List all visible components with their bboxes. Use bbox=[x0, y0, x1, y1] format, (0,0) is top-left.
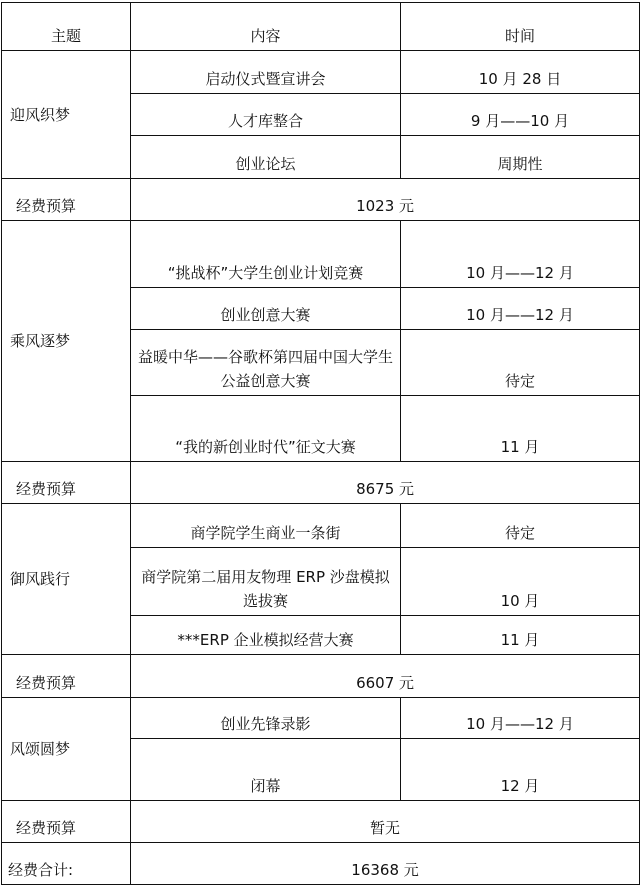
time-cell: 9 月——10 月 bbox=[401, 94, 640, 136]
content-cell: 商学院学生商业一条街 bbox=[131, 504, 401, 548]
header-row bbox=[2, 3, 640, 51]
time-cell: 10 月 bbox=[401, 548, 640, 616]
budget-row bbox=[2, 179, 640, 221]
content-cell: 创业论坛 bbox=[131, 136, 401, 179]
activity-budget-table bbox=[1, 2, 640, 885]
budget-value: 8675 元 bbox=[131, 462, 640, 504]
budget-value: 暂无 bbox=[131, 801, 640, 843]
content-cell: 益暖中华——谷歌杯第四届中国大学生公益创意大赛 bbox=[131, 330, 401, 396]
budget-row bbox=[2, 462, 640, 504]
content-cell: “挑战杯”大学生创业计划竞赛 bbox=[131, 221, 401, 288]
total-row bbox=[2, 843, 640, 885]
table-row bbox=[2, 698, 640, 739]
time-cell: 待定 bbox=[401, 504, 640, 548]
budget-row bbox=[2, 655, 640, 698]
budget-label: 经费预算 bbox=[2, 179, 131, 221]
total-label: 经费合计: bbox=[2, 843, 131, 885]
header-theme: 主题 bbox=[2, 3, 131, 51]
content-cell: ***ERP 企业模拟经营大赛 bbox=[131, 616, 401, 655]
theme-cell: 御风践行 bbox=[2, 504, 131, 655]
budget-value: 6607 元 bbox=[131, 655, 640, 698]
time-cell: 周期性 bbox=[401, 136, 640, 179]
budget-label: 经费预算 bbox=[2, 655, 131, 698]
theme-cell: 迎风织梦 bbox=[2, 51, 131, 179]
time-cell: 12 月 bbox=[401, 739, 640, 801]
time-cell: 10 月——12 月 bbox=[401, 288, 640, 330]
header-time: 时间 bbox=[401, 3, 640, 51]
time-cell: 10 月——12 月 bbox=[401, 221, 640, 288]
budget-value: 1023 元 bbox=[131, 179, 640, 221]
total-value: 16368 元 bbox=[131, 843, 640, 885]
time-cell: 10 月——12 月 bbox=[401, 698, 640, 739]
theme-cell: 乘风逐梦 bbox=[2, 221, 131, 462]
content-cell: 创业创意大赛 bbox=[131, 288, 401, 330]
time-cell: 11 月 bbox=[401, 396, 640, 462]
content-cell: “我的新创业时代”征文大赛 bbox=[131, 396, 401, 462]
content-cell: 人才库整合 bbox=[131, 94, 401, 136]
budget-row bbox=[2, 801, 640, 843]
budget-label: 经费预算 bbox=[2, 462, 131, 504]
time-cell: 11 月 bbox=[401, 616, 640, 655]
content-cell: 商学院第二届用友物理 ERP 沙盘模拟选拔赛 bbox=[131, 548, 401, 616]
time-cell: 10 月 28 日 bbox=[401, 51, 640, 94]
time-cell: 待定 bbox=[401, 330, 640, 396]
content-cell: 创业先锋录影 bbox=[131, 698, 401, 739]
budget-label: 经费预算 bbox=[2, 801, 131, 843]
content-cell: 启动仪式暨宣讲会 bbox=[131, 51, 401, 94]
table-row bbox=[2, 51, 640, 94]
table-row bbox=[2, 221, 640, 288]
header-content: 内容 bbox=[131, 3, 401, 51]
content-cell: 闭幕 bbox=[131, 739, 401, 801]
theme-cell: 风颂圆梦 bbox=[2, 698, 131, 801]
table-row bbox=[2, 504, 640, 548]
